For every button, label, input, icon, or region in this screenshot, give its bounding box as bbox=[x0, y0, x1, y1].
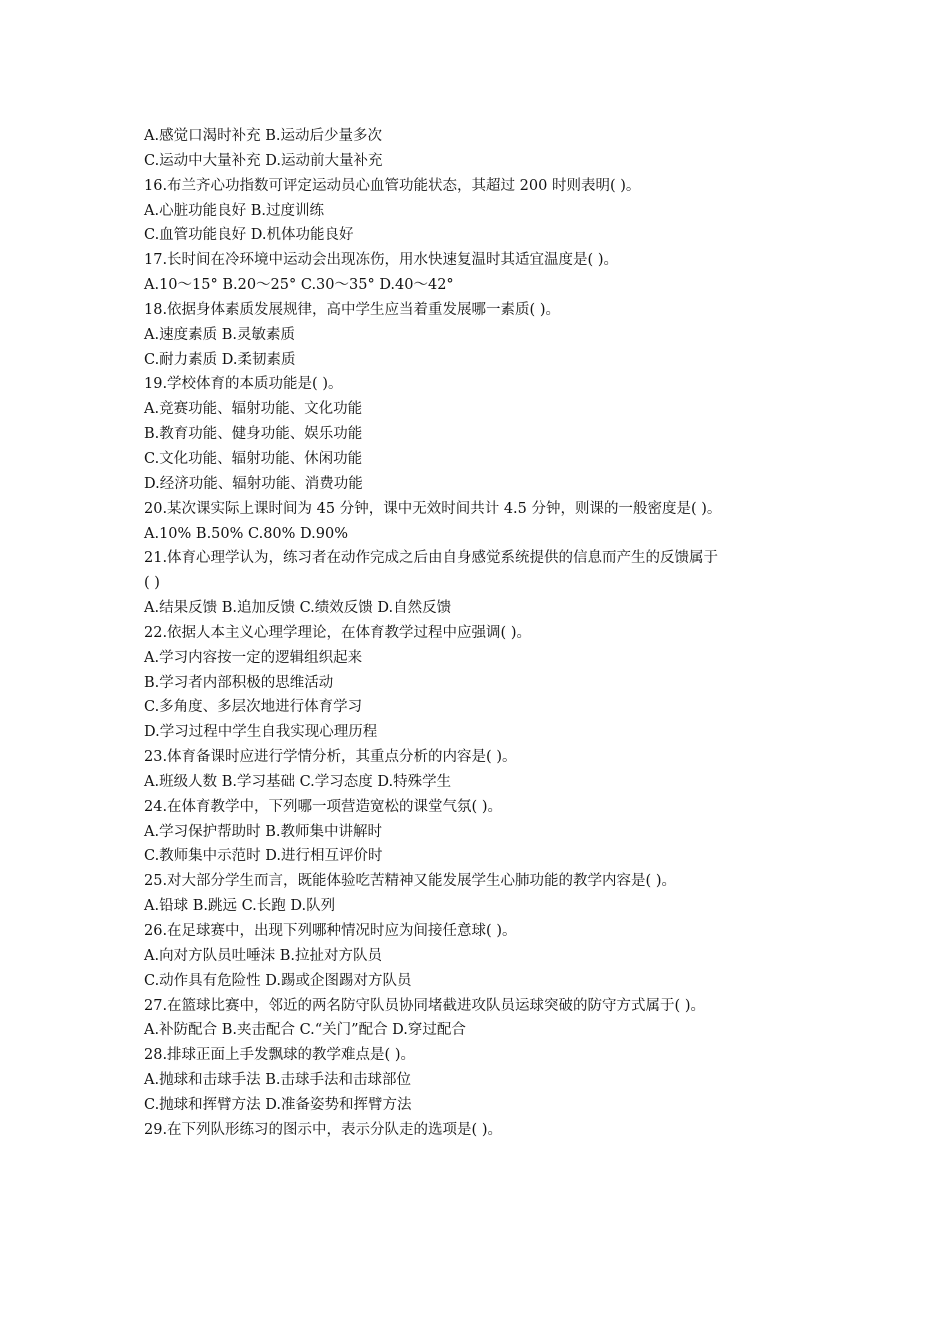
option-line: C.血管功能良好 D.机体功能良好 bbox=[144, 227, 354, 244]
option-line: C.耐力素质 D.柔韧素质 bbox=[144, 351, 296, 368]
document-body bbox=[144, 124, 814, 1143]
option-line: A.心脏功能良好 B.过度训练 bbox=[144, 202, 324, 219]
question-16: 16.布兰齐心功指数可评定运动员心血管功能状态，其超过 200 时则表明( )。 bbox=[144, 177, 641, 194]
question-22: 22.依据人本主义心理学理论，在体育教学过程中应强调( )。 bbox=[144, 624, 531, 641]
option-line: C.文化功能、辐射功能、休闲功能 bbox=[144, 450, 363, 467]
question-17: 17.长时间在冷环境中运动会出现冻伤，用水快速复温时其适宜温度是( )。 bbox=[144, 252, 618, 269]
option-line: B.学习者内部积极的思维活动 bbox=[144, 674, 334, 691]
option-line: A.10～15° B.20～25° C.30～35° D.40～42° bbox=[144, 277, 454, 294]
option-line: C.多角度、多层次地进行体育学习 bbox=[144, 699, 363, 716]
question-24: 24.在体育教学中，下列哪一项营造宽松的课堂气氛( )。 bbox=[144, 798, 502, 815]
option-line: C.抛球和挥臂方法 D.准备姿势和挥臂方法 bbox=[144, 1096, 412, 1113]
option-line: C.教师集中示范时 D.进行相互评价时 bbox=[144, 848, 383, 865]
option-line: A.补防配合 B.夹击配合 C.“关门”配合 D.穿过配合 bbox=[144, 1022, 466, 1039]
option-line: A.10% B.50% C.80% D.90% bbox=[144, 525, 348, 542]
option-line: A.抛球和击球手法 B.击球手法和击球部位 bbox=[144, 1072, 411, 1089]
option-line: A.速度素质 B.灵敏素质 bbox=[144, 326, 295, 343]
question-26: 26.在足球赛中，出现下列哪种情况时应为间接任意球( )。 bbox=[144, 923, 517, 939]
option-line: B.教育功能、健身功能、娱乐功能 bbox=[144, 426, 363, 443]
option-line: A.学习保护帮助时 B.教师集中讲解时 bbox=[144, 823, 382, 840]
option-line: A.班级人数 B.学习基础 C.学习态度 D.特殊学生 bbox=[144, 773, 452, 790]
option-line: D.经济功能、辐射功能、消费功能 bbox=[144, 475, 363, 492]
question-21: 21.体育心理学认为，练习者在动作完成之后由自身感觉系统提供的信息而产生的反馈属于 bbox=[144, 550, 719, 567]
question-20: 20.某次课实际上课时间为 45 分钟，课中无效时间共计 4.5 分钟，则课的一般密度是( )。 bbox=[144, 500, 722, 517]
option-line: C.动作具有危险性 D.踢或企图踢对方队员 bbox=[144, 972, 412, 989]
option-line: A.铅球 B.跳远 C.长跑 D.队列 bbox=[144, 898, 336, 915]
option-line: A.学习内容按一定的逻辑组织起来 bbox=[144, 649, 363, 666]
option-line: D.学习过程中学生自我实现心理历程 bbox=[144, 724, 378, 741]
question-29: 29.在下列队形练习的图示中，表示分队走的选项是( )。 bbox=[144, 1121, 502, 1138]
question-18: 18.依据身体素质发展规律，高中学生应当着重发展哪一素质( )。 bbox=[144, 301, 560, 318]
question-21-continued: ( ) bbox=[144, 575, 160, 592]
option-line: C.运动中大量补充 D.运动前大量补充 bbox=[144, 152, 383, 169]
option-line: A.感觉口渴时补充 B.运动后少量多次 bbox=[144, 128, 382, 144]
question-19: 19.学校体育的本质功能是( )。 bbox=[144, 376, 343, 393]
option-line: A.竞赛功能、辐射功能、文化功能 bbox=[144, 401, 363, 418]
question-25: 25.对大部分学生而言，既能体验吃苦精神又能发展学生心肺功能的教学内容是( )。 bbox=[144, 873, 676, 890]
question-23: 23.体育备课时应进行学情分析，其重点分析的内容是( )。 bbox=[144, 749, 517, 766]
option-line: A.向对方队员吐唾沫 B.拉扯对方队员 bbox=[144, 947, 382, 964]
question-27: 27.在篮球比赛中，邻近的两名防守队员协同堵截进攻队员运球突破的防守方式属于( )。 bbox=[144, 997, 705, 1014]
question-28: 28.排球正面上手发飘球的教学难点是( )。 bbox=[144, 1047, 415, 1064]
option-line: A.结果反馈 B.追加反馈 C.绩效反馈 D.自然反馈 bbox=[144, 600, 452, 617]
